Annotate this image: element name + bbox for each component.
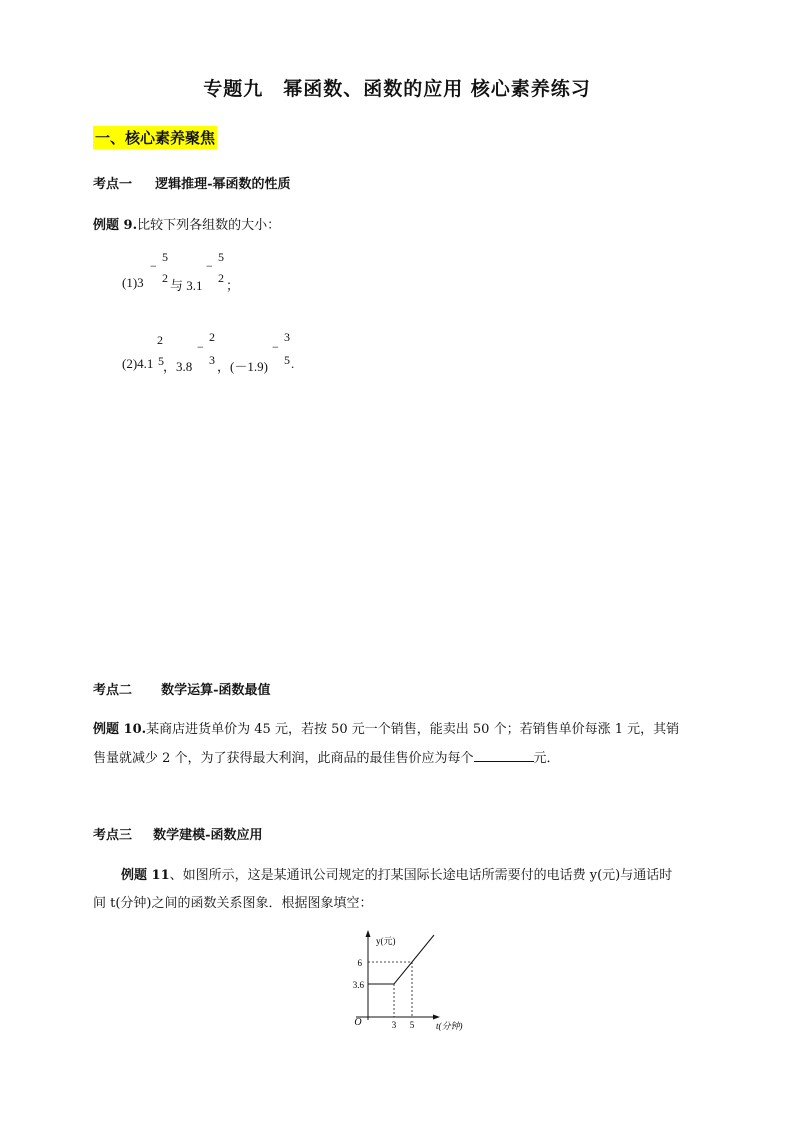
part-2-exp2-den: 3 [209, 353, 215, 367]
section-heading: 一、核心素养聚焦 [93, 126, 217, 149]
example-11-text-1: 、如图所示，这是某通讯公司规定的打某国际长途电话所需要付的电话费 y(元)与通话时 [169, 868, 673, 883]
part-2-suffix: . [291, 356, 295, 371]
part-2-prefix: (2)4.1 [122, 356, 154, 371]
answer-blank[interactable] [474, 749, 534, 762]
part-1-prefix: (1)3 [122, 275, 144, 290]
example-10-line-1 [93, 718, 679, 737]
y-axis-arrow [366, 930, 371, 937]
x-tick-5: 5 [409, 1020, 415, 1030]
part-1-exp-minus: − [150, 259, 157, 273]
origin-label: O [354, 1017, 362, 1028]
example-9-stem [93, 214, 280, 233]
example-11-text-2: 间 t(分钟)之间的函数关系图象．根据图象填空： [93, 896, 373, 911]
example-10-text-1: 某商店进货单价为 45 元，若按 50 元一个销售，能卖出 50 个；若销售单价每涨 1 元，其销 [146, 722, 680, 737]
part-2-exp1-den: 5 [158, 354, 164, 368]
kaodian-1-topic: 逻辑推理-幂函数的性质 [155, 177, 291, 192]
part-2-exp3-num: 3 [284, 330, 290, 344]
page-title: 专题九 幂函数、函数的应用 核心素养练习 [203, 78, 591, 100]
part-1-exp2-minus: − [206, 259, 213, 273]
part-1-exp2-den: 2 [218, 271, 224, 285]
kaodian-2-label: 考点二 [93, 683, 133, 698]
part-2-exp2-minus: − [197, 340, 204, 354]
x-axis-arrow [433, 1015, 440, 1020]
example-10-text-3: 元． [533, 751, 560, 766]
kaodian-3-label: 考点三 [93, 828, 133, 843]
part-2-exp3-den: 5 [284, 353, 290, 367]
kaodian-2 [93, 679, 270, 698]
part-1-mid: 与 3.1 [170, 278, 203, 293]
part-2-sep2: ，(－1.9) [217, 359, 268, 374]
y-tick-3-6: 3.6 [352, 980, 364, 990]
example-11-line-2 [93, 892, 373, 911]
part-2-sep1: ，3.8 [163, 359, 193, 374]
kaodian-1 [93, 173, 290, 192]
y-axis-label: y(元) [376, 936, 396, 946]
piecewise-function-graph [330, 928, 480, 1036]
example-9-text: 比较下列各组数的大小： [137, 218, 281, 233]
part-2-exp3-minus: − [272, 340, 279, 354]
kaodian-3-topic: 数学建模-函数应用 [153, 828, 263, 843]
example-10-line-2 [93, 747, 560, 766]
kaodian-3 [93, 824, 262, 843]
example-10-text-2: 售量就减少 2 个，为了获得最大利润，此商品的最佳售价应为每个 [93, 751, 474, 766]
kaodian-1-label: 考点一 [93, 177, 133, 192]
example-11-line-1 [121, 864, 672, 883]
part-1-exp-num: 5 [162, 250, 168, 264]
part-1-exp2-num: 5 [218, 250, 224, 264]
kaodian-2-topic: 数学运算-函数最值 [161, 683, 271, 698]
part-2-exp2-num: 2 [209, 330, 215, 344]
example-9-label: 例题 9. [93, 218, 138, 233]
part-1-exp-den: 2 [162, 271, 168, 285]
example-10-label: 例题 10. [93, 722, 147, 737]
example-11-label: 例题 11 [121, 868, 170, 883]
part-2-exp1-num: 2 [157, 333, 163, 347]
part-1-suffix: ； [226, 278, 240, 293]
y-tick-6: 6 [357, 958, 362, 968]
x-tick-3: 3 [391, 1020, 397, 1030]
x-axis-label: t(分钟) [436, 1021, 463, 1031]
